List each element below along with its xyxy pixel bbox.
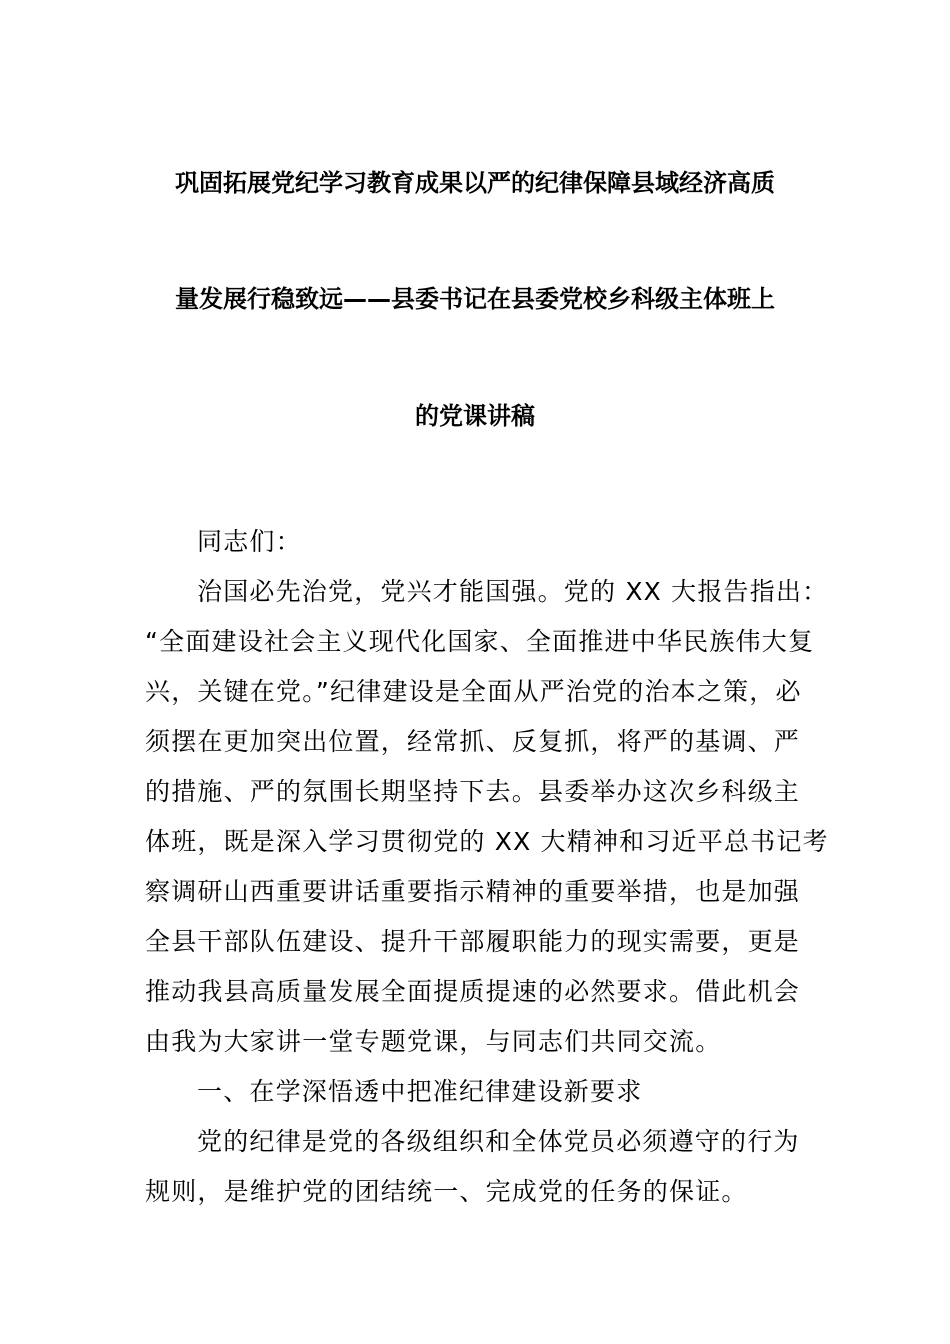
body-line: 一、在学深悟透中把准纪律建设新要求 <box>197 1077 643 1106</box>
body-text <box>145 522 829 1222</box>
body-line: 党的纪律是党的各级组织和全体党员必须遵守的行为 <box>197 1127 800 1156</box>
body-line: 全县干部队伍建设、提升干部履职能力的现实需要，更是 <box>145 927 801 956</box>
body-line: 同志们： <box>197 527 302 556</box>
body-line: 由我为大家讲一堂专题党课，与同志们共同交流。 <box>145 1027 722 1056</box>
body-line: 推动我县高质量发展全面提质提速的必然要求。借此机会 <box>145 977 801 1006</box>
body-line: 须摆在更加突出位置，经常抓、反复抓，将严的基调、严 <box>145 727 801 756</box>
title-line-1: 巩固拓展党纪学习教育成果以严的纪律保障县域经济高质 <box>175 169 775 197</box>
body-line: 体班，既是深入学习贯彻党的 XX 大精神和习近平总书记考 <box>145 827 829 856</box>
body-line: 治国必先治党，党兴才能国强。党的 XX 大报告指出： <box>197 577 829 606</box>
body-line: 察调研山西重要讲话重要指示精神的重要举措，也是加强 <box>145 877 801 906</box>
body-line: “全面建设社会主义现代化国家、全面推进中华民族伟大复 <box>145 627 815 656</box>
title-line-2: 量发展行稳致远——县委书记在县委党校乡科级主体班上 <box>175 285 775 313</box>
title-line-3: 的党课讲稿 <box>415 402 535 430</box>
body-line: 规则，是维护党的团结统一、完成党的任务的保证。 <box>145 1177 748 1206</box>
body-line: 兴，关键在党。”纪律建设是全面从严治党的治本之策，必 <box>145 677 802 706</box>
body-line: 的措施、严的氛围长期坚持下去。县委举办这次乡科级主 <box>145 777 801 806</box>
